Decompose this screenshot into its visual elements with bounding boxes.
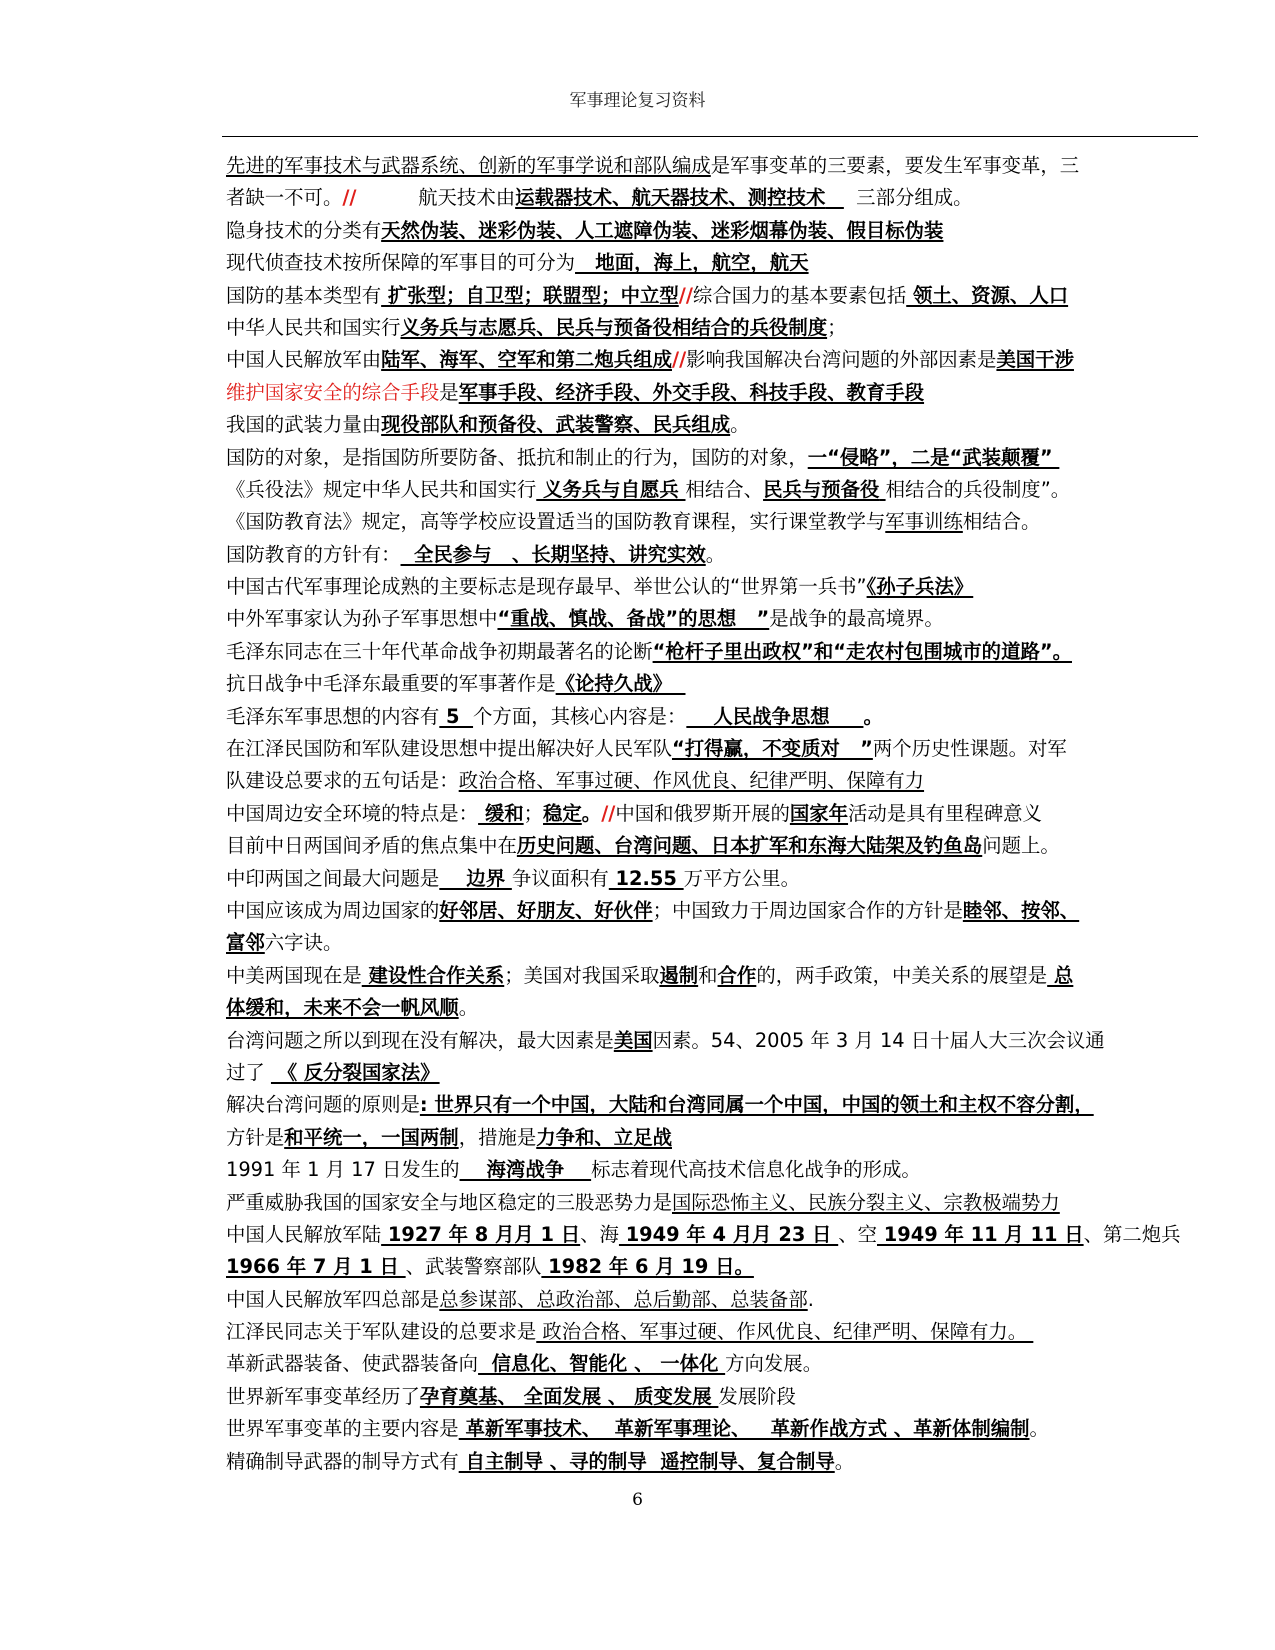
text-segment: 。	[458, 996, 479, 1020]
text-segment: 维护国家安全的综合手段	[226, 380, 440, 404]
text-segment: 国际恐怖主义、民族分裂主义、宗教极端势力	[671, 1190, 1060, 1214]
text-segment: 中国人民解放军由	[226, 348, 382, 372]
text-segment: 三部分组成。	[843, 186, 973, 210]
text-segment: 历史问题、台湾问题、日本扩军和东海大陆架及钓鱼岛	[516, 834, 983, 858]
text-segment: 一“侵略”，二是“武装颠覆”	[807, 445, 1060, 469]
text-segment: 相结合的兵役制度”。	[885, 477, 1071, 501]
text-segment: 队建设总要求的五句话是：	[226, 769, 459, 793]
text-line	[226, 1348, 1186, 1380]
text-segment: 政治合格、军事过硬、作风优良、纪律严明、保障有力	[458, 769, 925, 793]
text-line	[226, 1089, 1186, 1121]
text-segment: 1949 年 4 月月 23 日	[618, 1222, 839, 1246]
text-segment: 。	[581, 801, 602, 825]
text-line	[226, 603, 1186, 635]
text-segment: 、空	[838, 1222, 877, 1246]
text-line	[226, 474, 1186, 506]
text-line	[226, 1025, 1186, 1057]
text-line	[226, 1284, 1186, 1316]
text-segment: “枪杆子里出政权”和“走农村包围城市的道路”。	[652, 639, 1072, 663]
text-segment: 人民战争思想	[686, 704, 864, 728]
text-line	[226, 312, 1186, 344]
text-segment: 缓和	[478, 801, 524, 825]
text-segment: 个方面，其核心内容是：	[473, 704, 687, 728]
text-segment: 睦邻、按邻、	[962, 898, 1080, 922]
text-segment: 合作	[717, 963, 757, 987]
text-segment: //	[678, 283, 693, 307]
text-segment: 《论持久战》	[555, 672, 686, 696]
text-segment: 我国的武装力量由	[226, 413, 382, 437]
text-segment: //	[671, 348, 687, 372]
text-segment: 者缺一不可。	[226, 186, 343, 210]
text-segment: 隐身技术的分类有	[226, 218, 382, 242]
text-segment: 过了	[226, 1060, 271, 1084]
text-segment: 江泽民同志关于军队建设的总要求是	[226, 1320, 537, 1344]
text-segment: 方针是	[226, 1125, 285, 1149]
text-segment: 毛泽东军事思想的内容有	[226, 704, 440, 728]
text-segment: ；美国对我国采取	[504, 963, 660, 987]
text-segment: 陆军、海军、空军和第二炮兵组成	[381, 348, 672, 372]
text-segment: 1991 年 1 月 17 日发生的	[226, 1158, 460, 1182]
text-segment: 美国干涉	[996, 348, 1074, 372]
text-segment: 边界	[439, 866, 512, 890]
text-segment: 问题上。	[982, 834, 1060, 858]
text-segment: 综合国力的基本要素包括	[692, 283, 907, 307]
text-segment: 万平方公里。	[683, 866, 800, 890]
text-line	[226, 830, 1186, 862]
text-segment: 。	[834, 1449, 855, 1473]
text-segment: 军事手段、经济手段、外交手段、科技手段、教育手段	[458, 380, 925, 404]
text-segment: 孕育奠基、 全面发展 、 质变发展	[419, 1384, 719, 1408]
text-segment: 遏制	[659, 963, 699, 987]
text-segment: 中印两国之间最大问题是	[226, 866, 440, 890]
text-segment: 是军事变革的三要素，要发生军事变革，三	[710, 154, 1080, 177]
text-segment: 1982 年 6 月 19 日。	[541, 1255, 754, 1279]
text-segment: 航天技术由	[356, 186, 516, 210]
text-segment: 1927 年 8 月月 1 日	[381, 1222, 581, 1246]
text-segment: 。	[1029, 1417, 1049, 1441]
text-segment: 相结合、	[685, 477, 764, 501]
text-segment: 民兵与预备役	[763, 477, 880, 501]
text-segment: 扩张型；自卫型；联盟型；中立型	[381, 283, 679, 307]
text-segment: “打得赢，不变质对 ”	[671, 737, 873, 761]
text-segment: 中国人民解放军陆	[226, 1222, 382, 1246]
text-line	[226, 182, 1186, 214]
text-segment: 、第二炮兵	[1083, 1222, 1181, 1246]
text-segment: 抗日战争中毛泽东最重要的军事著作是	[226, 672, 556, 696]
text-segment: 目前中日两国间矛盾的焦点集中在	[226, 834, 517, 858]
text-line	[226, 344, 1186, 376]
text-line	[226, 1219, 1186, 1251]
text-segment: ；	[827, 315, 847, 339]
text-line	[226, 798, 1186, 830]
text-segment: 国家年	[789, 801, 849, 825]
text-segment: 好邻居、好朋友、好伙伴	[439, 898, 653, 922]
text-segment: 全民参与 、长期坚持、讲究实效	[400, 542, 706, 566]
text-segment: 军事训练	[885, 510, 963, 534]
text-segment: 美国	[613, 1028, 653, 1052]
text-line	[226, 701, 1186, 733]
text-segment: 中华人民共和国实行	[226, 315, 401, 339]
text-segment: 义务兵与志愿兵、民兵与预备役相结合的兵役制度	[400, 315, 828, 339]
text-segment: “重战、慎战、备战”的思想 ”	[497, 607, 770, 631]
text-segment: 影响我国解决台湾问题的外部因素是	[686, 348, 997, 372]
text-line	[226, 927, 1186, 959]
text-segment: 台湾问题之所以到现在没有解决，最大因素是	[226, 1028, 614, 1052]
page-number: 6	[632, 1490, 643, 1510]
text-segment: 六字诀。	[264, 931, 343, 955]
text-segment: 《兵役法》规定中华人民共和国实行	[226, 477, 537, 501]
text-line	[226, 668, 1186, 700]
text-segment: 革新军事技术、 革新军事理论、 革新作战方式 、革新体制编制	[458, 1417, 1030, 1441]
text-segment: 稳定	[543, 801, 582, 825]
text-segment: 现代侦查技术按所保障的军事目的可分为	[226, 251, 576, 275]
text-segment: 国防教育的方针有：	[226, 542, 401, 566]
text-segment: 《国防教育法》规定，高等学校应设置适当的国防教育课程，实行课堂教学与	[226, 510, 886, 534]
text-segment: ，措施是	[458, 1125, 537, 1149]
text-segment: 中国古代军事理论成熟的主要标志是现存最早、举世公认的“世界第一兵书”	[226, 575, 867, 599]
text-line	[226, 733, 1186, 765]
text-line	[226, 1316, 1186, 1348]
text-segment: 现役部队和预备役、武装警察、民兵组成	[381, 413, 731, 437]
text-segment: 中国周边安全环境的特点是：	[226, 801, 479, 825]
text-segment: 体缓和，未来不会一帆风顺	[226, 996, 459, 1020]
text-line	[226, 280, 1186, 312]
text-segment: 两个历史性课题。对军	[872, 737, 1067, 761]
text-segment: 发展阶段	[718, 1384, 796, 1408]
text-line	[226, 377, 1186, 409]
text-segment: 1949 年 11 月 11 日	[876, 1222, 1084, 1246]
text-line	[226, 895, 1186, 927]
text-segment: 。	[730, 413, 750, 437]
text-segment: 先进的军事技术与武器系统、创新的军事学说和部队编成	[226, 154, 711, 177]
text-segment: 和平统一，一国两制	[284, 1125, 459, 1149]
text-segment: 标志着现代高技术信息化战争的形成。	[591, 1158, 921, 1182]
text-line	[226, 960, 1186, 992]
text-line	[226, 442, 1186, 474]
text-segment: //	[601, 801, 616, 825]
text-segment: 力争和、立足战	[536, 1125, 672, 1149]
text-line	[226, 247, 1186, 279]
text-line	[226, 1154, 1186, 1186]
text-segment	[825, 186, 844, 209]
text-segment: 建设性合作关系	[361, 963, 505, 987]
text-segment: 总参谋部、总政治部、总后勤部、总装备部	[439, 1287, 808, 1311]
text-segment: 的，两手政策，中美关系的展望是	[756, 963, 1048, 987]
header-rule	[222, 136, 1198, 137]
text-line	[226, 409, 1186, 441]
text-segment: 、海	[580, 1222, 619, 1246]
text-segment: 总	[1047, 963, 1074, 987]
text-segment: 。	[705, 542, 726, 566]
text-segment: //	[342, 186, 357, 210]
text-segment: 严重威胁我国的国家安全与地区稳定的三股恶势力是	[226, 1190, 672, 1214]
text-segment: 是战争的最高境界。	[769, 607, 944, 631]
text-segment: 领土、资源、人口	[906, 283, 1069, 307]
text-segment: 在江泽民国防和军队建设思想中提出解决好人民军队	[226, 737, 672, 761]
text-line	[226, 1187, 1186, 1219]
text-segment: 因素。54、2005 年 3 月 14 日十届人大三次会议通	[652, 1028, 1105, 1052]
text-segment: 精确制导武器的制导方式有	[226, 1449, 459, 1473]
text-segment: 中国人民解放军四总部是	[226, 1287, 440, 1311]
text-segment: 国防的基本类型有	[226, 283, 382, 307]
text-segment: 中国和俄罗斯开展的	[615, 801, 790, 825]
text-segment: 和	[698, 963, 718, 987]
text-line	[226, 1413, 1186, 1445]
text-line	[226, 1057, 1186, 1089]
text-line	[226, 571, 1186, 603]
text-line	[226, 539, 1186, 571]
text-segment: 自主制导 、寻的制导 遥控制导、复合制导	[458, 1449, 835, 1473]
text-segment: 中外军事家认为孙子军事思想中	[226, 607, 498, 631]
text-segment: 、武装警察部队	[405, 1255, 542, 1279]
text-segment: 相结合。	[962, 510, 1041, 534]
text-segment: 《 反分裂国家法》	[270, 1060, 440, 1084]
text-line	[226, 992, 1186, 1024]
text-segment: 世界军事变革的主要内容是	[226, 1417, 459, 1441]
text-segment: 活动是具有里程碑意义	[848, 801, 1042, 825]
text-segment: 1966 年 7 月 1 日	[226, 1255, 406, 1279]
text-line	[226, 1446, 1186, 1478]
text-segment: 地面，海上，航空，航天	[575, 251, 809, 275]
text-line	[226, 765, 1186, 797]
study-notes-body	[226, 150, 1186, 1478]
text-line	[226, 215, 1186, 247]
text-segment: : 世界只有一个中国，大陆和台湾同属一个中国，中国的领土和主权不容分割，	[419, 1093, 1094, 1117]
text-line	[226, 1122, 1186, 1154]
text-segment: 5	[439, 704, 474, 728]
text-line	[226, 1251, 1186, 1283]
text-segment: 天然伪装、迷彩伪装、人工遮障伪装、迷彩烟幕伪装、假目标伪装	[381, 218, 944, 242]
page-header-title: 军事理论复习资料	[569, 91, 706, 111]
text-segment: 运载器技术、航天器技术、测控技术	[515, 186, 826, 210]
text-segment: 世界新军事变革经历了	[226, 1384, 420, 1408]
text-segment: 义务兵与自愿兵	[536, 477, 686, 501]
text-segment: 《孙子兵法》	[866, 575, 974, 599]
text-segment: 富邻	[226, 931, 265, 955]
text-segment: 信息化、智能化 、 一体化	[478, 1352, 726, 1376]
text-line	[226, 150, 1186, 182]
text-segment: .	[807, 1287, 814, 1311]
text-segment: ；中国致力于周边国家合作的方针是	[652, 898, 963, 922]
text-segment: 解决台湾问题的原则是	[226, 1093, 420, 1117]
text-segment: 。	[863, 704, 883, 728]
text-line	[226, 1381, 1186, 1413]
text-segment: 中国应该成为周边国家的	[226, 898, 440, 922]
text-segment: 政治合格、军事过硬、作风优良、纪律严明、保障有力。	[536, 1320, 1034, 1344]
text-segment: 海湾战争	[459, 1158, 592, 1182]
text-line	[226, 863, 1186, 895]
text-line	[226, 636, 1186, 668]
text-segment: 12.55	[608, 866, 684, 890]
text-segment: ；	[523, 801, 544, 825]
text-segment: 革新武器装备、使武器装备向	[226, 1352, 479, 1376]
text-segment: 是	[439, 380, 459, 404]
text-line	[226, 506, 1186, 538]
text-segment: 中美两国现在是	[226, 963, 362, 987]
text-segment: 毛泽东同志在三十年代革命战争初期最著名的论断	[226, 639, 653, 663]
text-segment: 国防的对象，是指国防所要防备、抵抗和制止的行为，国防的对象，	[226, 445, 808, 469]
text-segment: 方向发展。	[725, 1352, 823, 1376]
text-segment: 争议面积有	[511, 866, 609, 890]
